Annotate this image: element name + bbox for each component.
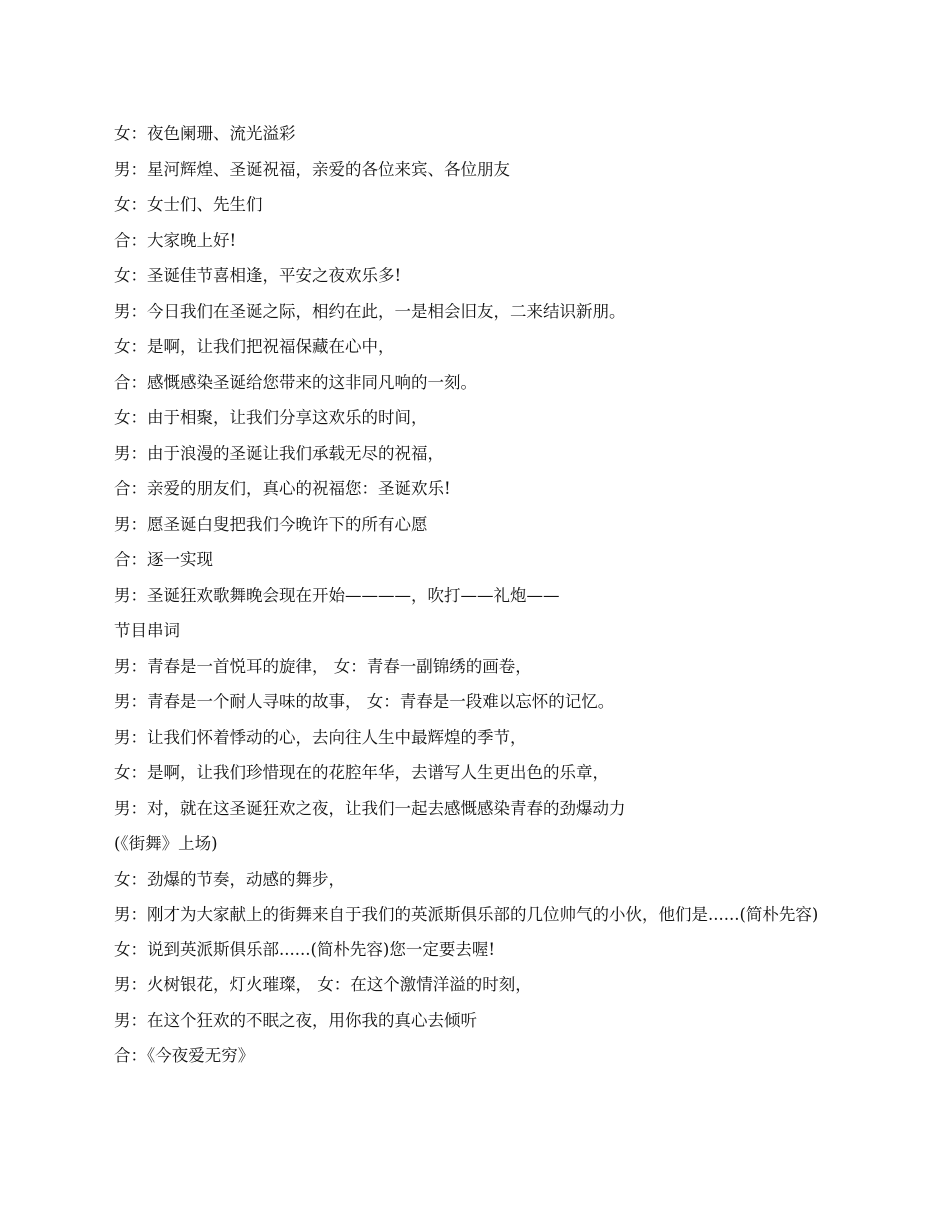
script-text [114,122,842,1080]
dialogue-line: 女：是啊，让我们把祝福保藏在心中， [114,337,395,356]
dialogue-line: 男：星河辉煌、圣诞祝福，亲爱的各位来宾、各位朋友 [114,159,510,179]
dialogue-line: 合：大家晚上好! [114,230,237,250]
dialogue-line: 男：今日我们在圣诞之际，相约在此，一是相会旧友，二来结识新朋。 [114,301,626,321]
dialogue-line: 女：由于相聚，让我们分享这欢乐的时间， [114,408,428,427]
dialogue-line: 合：感慨感染圣诞给您带来的这非同凡响的一刻。 [114,372,477,392]
dialogue-line: 男：愿圣诞白叟把我们今晚许下的所有心愿 [114,514,428,534]
dialogue-line: 男：青春是一个耐人寻味的故事， 女：青春是一段难以忘怀的记忆。 [114,692,615,711]
dialogue-line: 男：对，就在这圣诞狂欢之夜，让我们一起去感慨感染青春的劲爆动力 [114,798,626,818]
dialogue-line: 合：逐一实现 [114,550,213,569]
section-heading: 节目串词 [114,621,180,640]
dialogue-line: 合：《今夜爱无穷》 [114,1046,255,1065]
stage-direction: (《街舞》上场) [114,834,218,853]
dialogue-line: 男：在这个狂欢的不眠之夜，用你我的真心去倾听 [114,1010,477,1030]
dialogue-line: 女：夜色阑珊、流光溢彩 [114,124,296,143]
dialogue-line: 女：劲爆的节奏，动感的舞步， [114,869,345,889]
dialogue-line: 男：圣诞狂欢歌舞晚会现在开始————，吹打——礼炮—— [114,585,560,605]
dialogue-line: 男：青春是一首悦耳的旋律， 女：青春一副锦绣的画卷， [114,656,532,676]
dialogue-line: 合：亲爱的朋友们，真心的祝福您：圣诞欢乐! [114,479,451,498]
dialogue-line: 女：是啊，让我们珍惜现在的花腔年华，去谱写人生更出色的乐章， [114,763,609,782]
dialogue-line: 男：刚才为大家献上的街舞来自于我们的英派斯俱乐部的几位帅气的小伙，他们是......(简朴先容) [114,905,819,924]
dialogue-line: 女：女士们、先生们 [114,195,263,214]
dialogue-line: 男：让我们怀着悸动的心，去向往人生中最辉煌的季节， [114,727,527,747]
dialogue-line: 男：火树银花，灯火璀璨， 女：在这个激情洋溢的时刻， [114,975,532,994]
dialogue-line: 女：说到英派斯俱乐部......(简朴先容)您一定要去喔! [114,939,495,959]
dialogue-line: 女：圣诞佳节喜相逢，平安之夜欢乐多! [114,266,402,285]
dialogue-line: 男：由于浪漫的圣诞让我们承载无尽的祝福， [114,443,444,463]
